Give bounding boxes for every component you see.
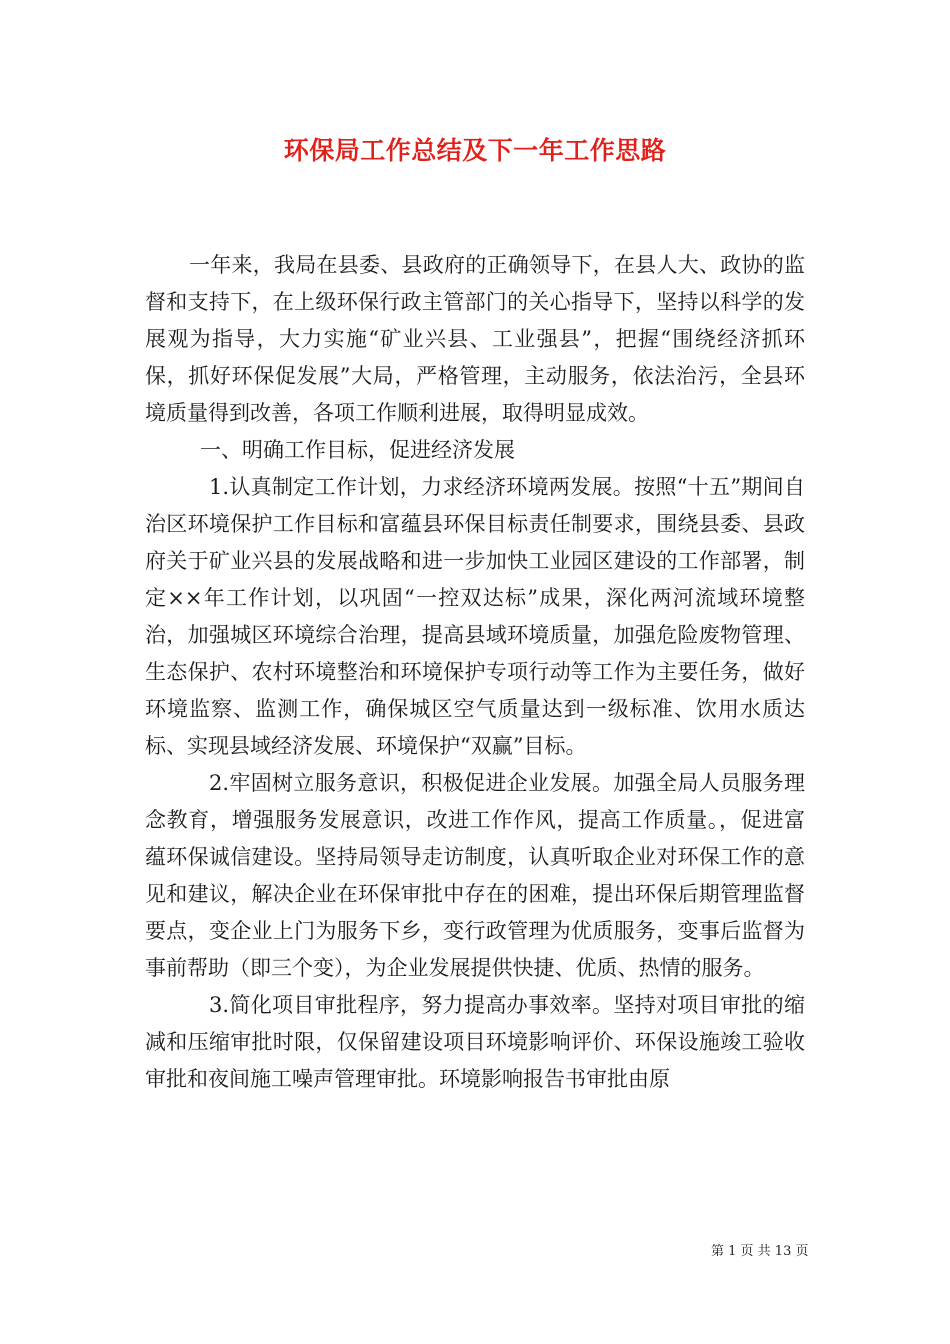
document-body [145, 247, 805, 1098]
intro-paragraph: 一年来，我局在县委、县政府的正确领导下，在县人大、政协的监督和支持下，在上级环保行政主管部门的关心指导下，坚持以科学的发展观为指导，大力实施“矿业兴县、工业强县”，把握“围绕经济抓环保，抓好环保促发展”大局，严格管理，主动服务，依法治污，全县环境质量得到改善，各项工作顺利进展，取得明显成效。 [145, 253, 805, 425]
item-paragraph-2: 2.牢固树立服务意识，积极促进企业发展。加强全局人员服务理念教育，增强服务发展意识，改进工作作风，提高工作质量。，促进富蕴环保诚信建设。坚持局领导走访制度，认真听取企业对环保工作的意见和建议，解决企业在环保审批中存在的困难，提出环保后期管理监督要点，变企业上门为服务下乡，变行政管理为优质服务，变事后监督为事前帮助（即三个变），为企业发展提供快捷、优质、热情的服务。 [145, 771, 805, 980]
section-heading-1: 一、明确工作目标，促进经济发展 [200, 438, 515, 462]
document-title: 环保局工作总结及下一年工作思路 [283, 136, 667, 165]
page-number-footer: 第 1 页 共 13 页 [711, 1244, 809, 1259]
item-paragraph-1: 1.认真制定工作计划，力求经济环境两发展。按照“十五”期间自治区环境保护工作目标和富蕴县环保目标责任制要求，围绕县委、县政府关于矿业兴县的发展战略和进一步加快工业园区建设的工作部署，制定××年工作计划，以巩固“一控双达标”成果，深化两河流域环境整治，加强城区环境综合治理，提高县域环境质量，加强危险废物管理、生态保护、农村环境整治和环境保护专项行动等工作为主要任务，做好环境监察、监测工作，确保城区空气质量达到一级标准、饮用水质达标、实现县域经济发展、环境保护“双赢”目标。 [145, 475, 805, 758]
item-paragraph-3: 3.简化项目审批程序，努力提高办事效率。坚持对项目审批的缩减和压缩审批时限，仅保留建设项目环境影响评价、环保设施竣工验收审批和夜间施工噪声管理审批。环境影响报告书审批由原 [145, 993, 805, 1091]
